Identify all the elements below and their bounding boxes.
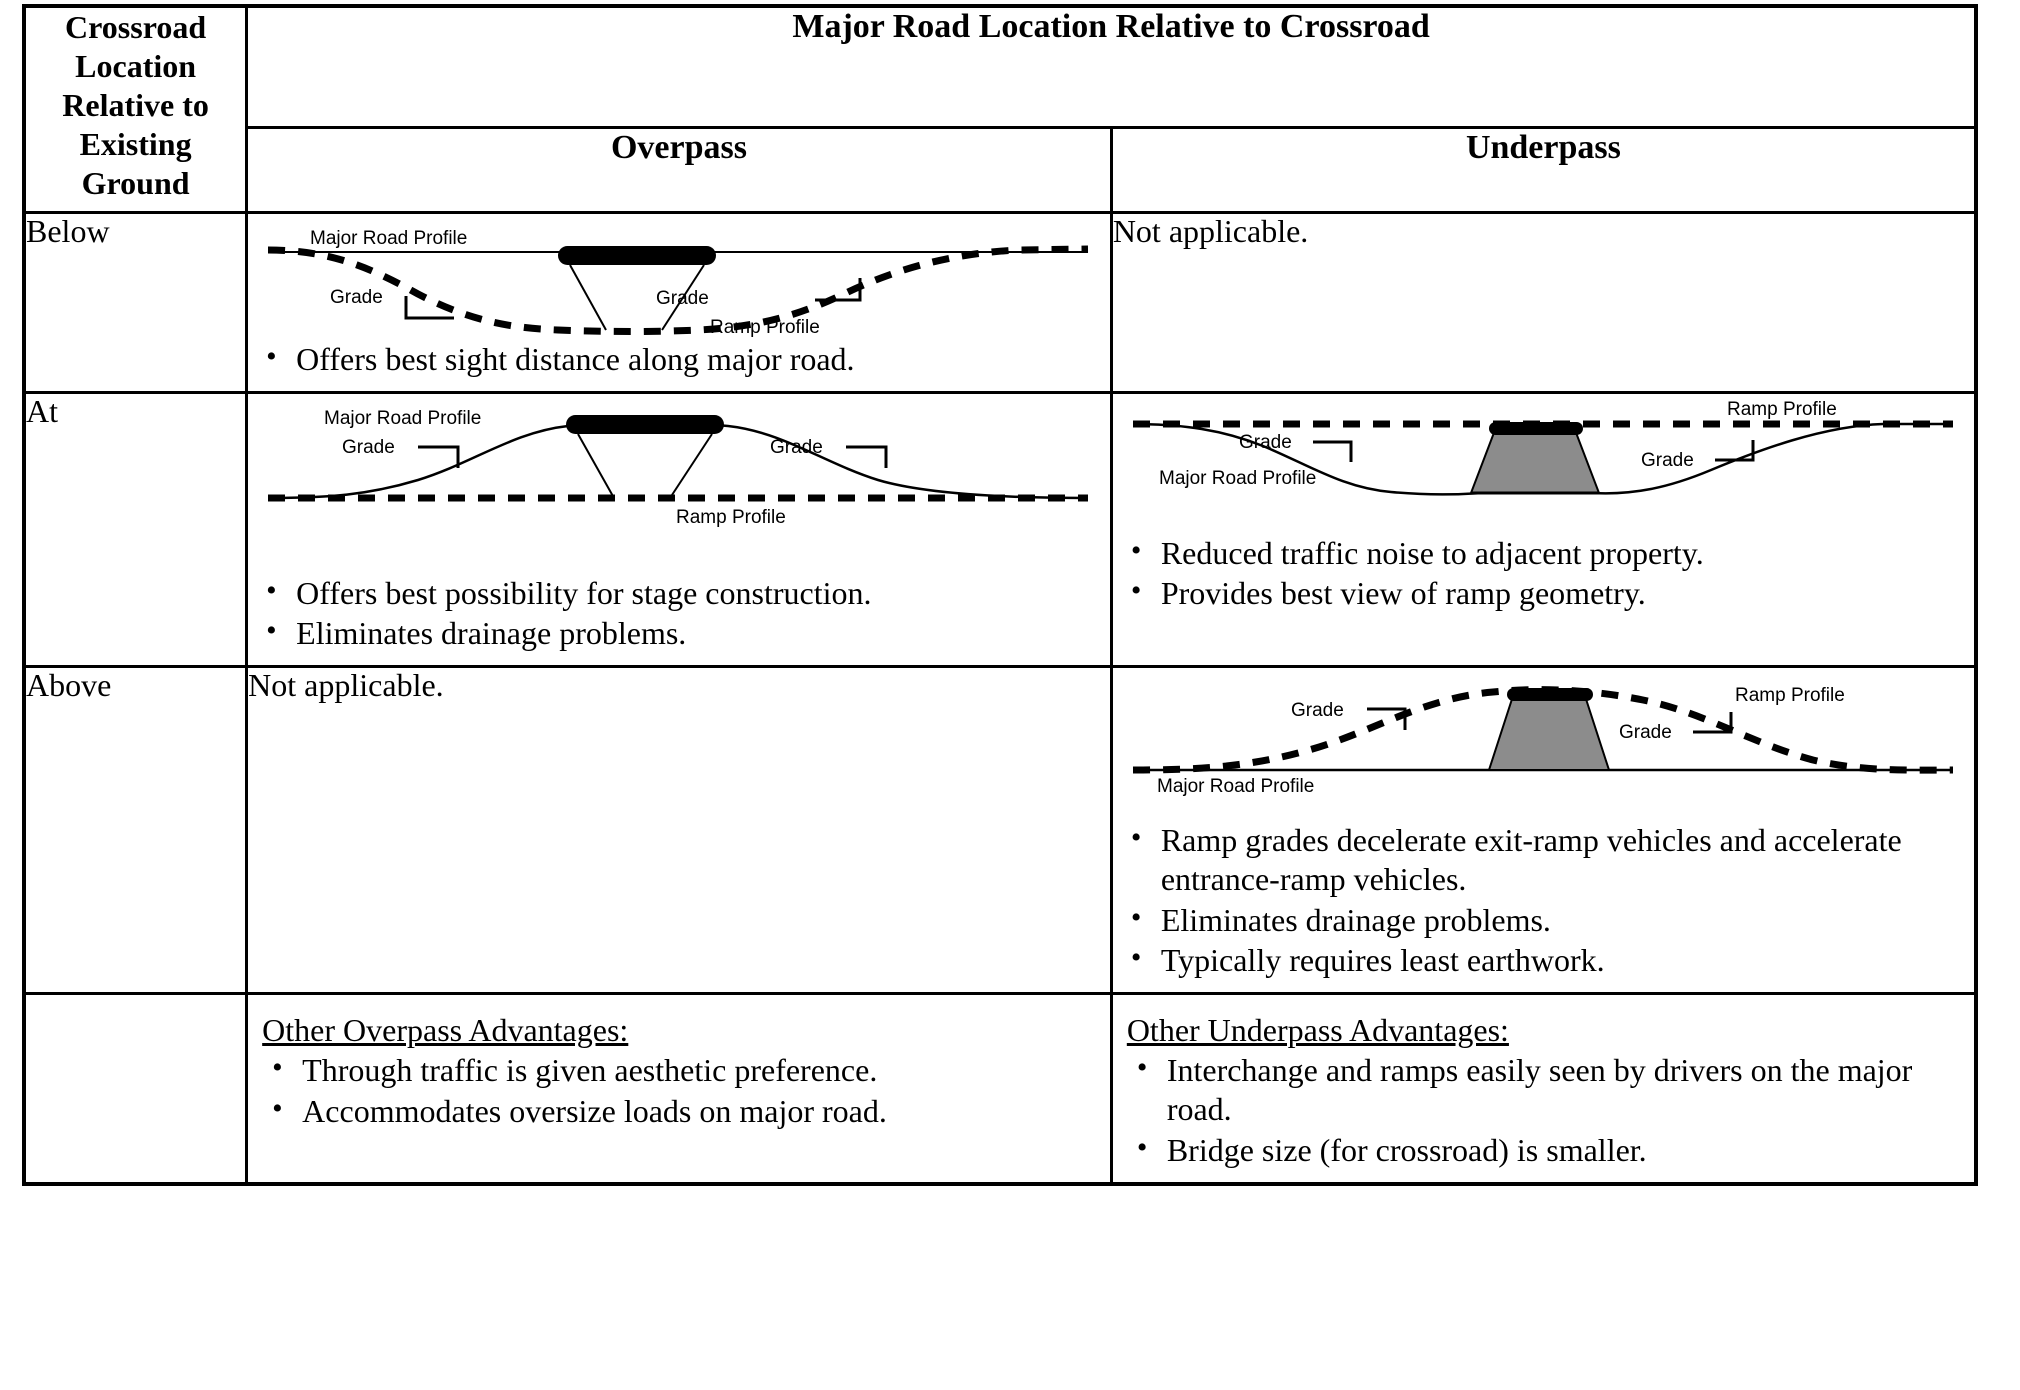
diagram-at-underpass xyxy=(1123,400,1963,512)
diagram-above-underpass xyxy=(1123,674,1963,799)
abutment-line-right xyxy=(670,434,712,498)
list-item: • Eliminates drainage problems. xyxy=(258,614,1100,653)
list-item: • Interchange and ramps easily seen by drivers on the major road. xyxy=(1123,1051,1964,1128)
abutment-line-left xyxy=(578,434,614,498)
list-item: • Bridge size (for crossroad) is smaller. xyxy=(1123,1131,1964,1170)
row-label-at: At xyxy=(24,392,247,666)
column-header-underpass: Underpass xyxy=(1111,128,1976,213)
label-grade-right: Grade xyxy=(1640,449,1694,471)
cell-above-overpass-not-applicable: Not applicable. xyxy=(247,667,1112,994)
label-grade-left: Grade xyxy=(1238,431,1292,453)
list-item: • Provides best view of ramp geometry. xyxy=(1123,574,1964,613)
overpass-advantages-heading: Other Overpass Advantages: xyxy=(262,1012,629,1049)
table-row-at xyxy=(24,392,1976,666)
bullet-list-above-underpass xyxy=(1123,821,1964,980)
cell-below-overpass xyxy=(247,213,1112,393)
header-row-1 xyxy=(24,6,1976,128)
bullet-list-below-overpass xyxy=(258,340,1100,379)
bridge-deck xyxy=(558,246,716,265)
label-ramp-profile: Ramp Profile xyxy=(676,506,786,528)
list-item: • Accommodates oversize loads on major road. xyxy=(258,1092,1100,1131)
label-major-road-profile: Major Road Profile xyxy=(310,228,468,249)
grade-symbol-right xyxy=(846,447,886,468)
label-major-road-profile: Major Road Profile xyxy=(324,407,482,429)
label-major-road-profile: Major Road Profile xyxy=(1158,467,1317,489)
list-item: • Offers best possibility for stage construction. xyxy=(258,574,1100,613)
grade-symbol-left xyxy=(1313,442,1351,462)
abutment-line-left xyxy=(570,265,606,330)
stub-header: Crossroad Location Relative to Existing Ground xyxy=(24,6,247,213)
table-row-other-advantages xyxy=(24,994,1976,1184)
list-item: • Typically requires least earthwork. xyxy=(1123,941,1964,980)
list-item: • Ramp grades decelerate exit-ramp vehicles and accelerate entrance-ramp vehicles. xyxy=(1123,821,1964,898)
bridge-deck xyxy=(566,415,724,434)
column-header-overpass: Overpass xyxy=(247,128,1112,213)
label-grade-right: Grade xyxy=(770,436,823,458)
label-ramp-profile: Ramp Profile xyxy=(710,317,820,338)
bridge-abutment xyxy=(1489,696,1609,770)
table-row-below xyxy=(24,213,1976,393)
cell-below-underpass-not-applicable: Not applicable. xyxy=(1111,213,1976,393)
grade-symbol-right xyxy=(1715,440,1753,460)
list-item: • Offers best sight distance along major road. xyxy=(258,340,1100,379)
diagram-at-overpass xyxy=(258,400,1098,530)
cell-other-underpass xyxy=(1111,994,1976,1184)
row-label-other xyxy=(24,994,247,1184)
interchange-comparison-table xyxy=(22,4,1978,1186)
label-ramp-profile: Ramp Profile xyxy=(1726,399,1837,420)
cell-at-underpass xyxy=(1111,392,1976,666)
bullet-list-at-overpass xyxy=(258,574,1100,653)
header-row-2 xyxy=(24,128,1976,213)
diagram-below-overpass xyxy=(258,220,1098,340)
label-grade-left: Grade xyxy=(330,287,383,308)
list-item: • Through traffic is given aesthetic preference. xyxy=(258,1051,1100,1090)
bullet-list-other-overpass xyxy=(258,1051,1100,1130)
cell-above-underpass xyxy=(1111,667,1976,994)
bridge-deck xyxy=(1507,688,1593,701)
bullet-list-other-underpass xyxy=(1123,1051,1964,1169)
label-grade-right: Grade xyxy=(656,288,709,309)
cell-at-overpass xyxy=(247,392,1112,666)
row-label-below: Below xyxy=(24,213,247,393)
list-item: • Eliminates drainage problems. xyxy=(1123,901,1964,940)
bullet-list-at-underpass xyxy=(1123,534,1964,613)
bridge-abutment xyxy=(1471,430,1599,493)
bridge-deck xyxy=(1489,422,1583,435)
label-grade-right: Grade xyxy=(1618,722,1672,744)
label-grade-left: Grade xyxy=(342,436,395,458)
cell-other-overpass xyxy=(247,994,1112,1184)
row-label-above: Above xyxy=(24,667,247,994)
table-row-above xyxy=(24,667,1976,994)
label-ramp-profile: Ramp Profile xyxy=(1734,685,1845,707)
label-grade-left: Grade xyxy=(1290,700,1344,722)
span-header: Major Road Location Relative to Crossroad xyxy=(247,6,1976,128)
list-item: • Reduced traffic noise to adjacent property. xyxy=(1123,534,1964,573)
label-major-road-profile: Major Road Profile xyxy=(1156,776,1315,798)
grade-symbol-left xyxy=(418,447,458,468)
underpass-advantages-heading: Other Underpass Advantages: xyxy=(1126,1012,1509,1049)
